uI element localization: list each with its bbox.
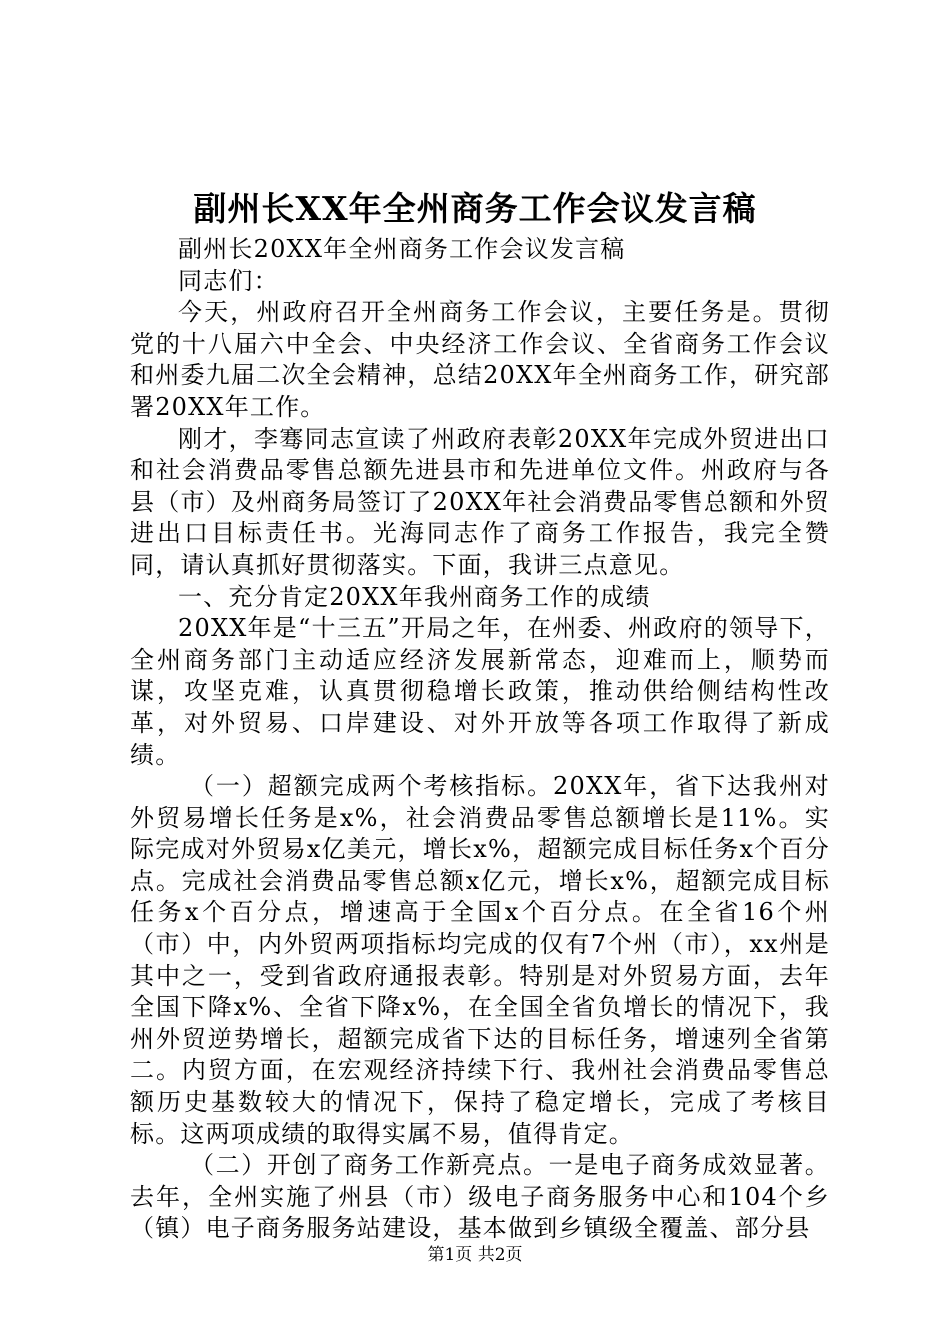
paragraph: （一）超额完成两个考核指标。20XX年，省下达我州对外贸易增长任务是x%，社会消费品零售总额增长是11%。实际完成对外贸易x亿美元，增长x%，超额完成目标任务x个百分点。完成社会消费品零售总额x亿元，增长x%，超额完成目标任务x个百分点，增速高于全国x个百分点。在全省16个州（市）中，内外贸两项指标均完成的仅有7个州（市），xx州是其中之一，受到省政府通报表彰。特别是对外贸易方面，去年全国下降x%、全省下降x%，在全国全省负增长的情况下，我州外贸逆势增长，超额完成省下达的目标任务，增速列全省第二。内贸方面，在宏观经济持续下行、我州社会消费品零售总额历史基数较大的情况下，保持了稳定增长，完成了考核目标。这两项成绩的取得实属不易，值得肯定。 [130, 772, 830, 1148]
paragraph: 20XX年是“十三五”开局之年，在州委、州政府的领导下，全州商务部门主动适应经济发展新常态，迎难而上，顺势而谋，攻坚克难，认真贯彻稳增长政策，推动供给侧结构性改革，对外贸易、口岸建设、对外开放等各项工作取得了新成绩。 [130, 614, 830, 769]
paragraph: 今天，州政府召开全州商务工作会议，主要任务是。贯彻党的十八届六中全会、中央经济工作会议、全省商务工作会议和州委九届二次全会精神，总结20XX年全州商务工作，研究部署20XX年工作。 [130, 298, 830, 421]
document-body [130, 234, 830, 1245]
paragraph: （二）开创了商务工作新亮点。一是电子商务成效显著。去年，全州实施了州县（市）级电子商务服务中心和104个乡（镇）电子商务服务站建设，基本做到乡镇级全覆盖、部分县 [130, 1151, 830, 1243]
paragraph: 刚才，李骞同志宣读了州政府表彰20XX年完成外贸进出口和社会消费品零售总额先进县市和先进单位文件。州政府与各县（市）及州商务局签订了20XX年社会消费品零售总额和外贸进出口目标责任书。光海同志作了商务工作报告，我完全赞同，请认真抓好贯彻落实。下面，我讲三点意见。 [130, 424, 830, 579]
document-title: 副州长XX年全州商务工作会议发言稿 [193, 189, 757, 228]
paragraph-salutation: 同志们： [178, 266, 279, 295]
page-number: 第1页 共2页 [427, 1245, 523, 1265]
paragraph-subtitle: 副州长20XX年全州商务工作会议发言稿 [178, 235, 626, 263]
section-heading: 一、充分肯定20XX年我州商务工作的成绩 [178, 582, 651, 611]
